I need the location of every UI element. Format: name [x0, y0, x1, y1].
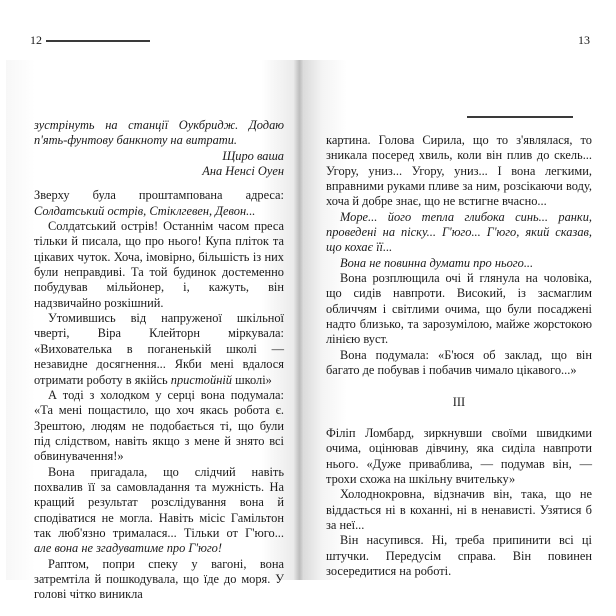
emphasis-text: але вона не згадуватиме про Г'юго! [34, 541, 222, 556]
signature-closing: Щиро ваша [222, 148, 284, 163]
section-heading: III [452, 394, 466, 409]
paragraph: Філіп Ломбард, зиркнувши своїми швидкими очима, оцінював дівчину, яка сиділа навпроти нього. «Дуже приваблива, — подумав він, — трохи схожа на шкільну вчительку» [326, 425, 592, 486]
paragraph: Раптом, попри спеку у вагоні, вона затремтіла й пошкодувала, що їде до моря. У голові чітко виникла [34, 556, 284, 602]
paragraph [34, 311, 284, 388]
emphasis-text: пристойній [170, 372, 232, 387]
address-text: Солдатський острів, Стіклгевен, Девон... [34, 203, 256, 218]
paragraph: Море... його тепла глибока синь... ранки, проведені на піску... Г'юго... Г'юго, який сказав, що кохає її... [326, 209, 592, 255]
paragraph-text: Зверху була проштампована адреса: [34, 188, 284, 203]
right-page-number: 13 [578, 33, 590, 47]
paragraph: Холоднокровна, відзначив він, така, що не віддасться ні в коханні, ні в ненависті. Узятися б за неї... [326, 487, 592, 532]
letter-text: зустрінуть на станції Оукбридж. Додаю п'ять- [34, 118, 284, 148]
paragraph [34, 188, 284, 219]
paragraph: Він насупився. Ні, треба припинити всі ці штучки. Передусім справа. Він повинен зосередитися на роботі. [326, 533, 592, 578]
paragraph: картина. Голова Сирила, що то з'являлася, то зникала посеред хвиль, коли він плив до скель... Угору, униз... Угору, униз... І вона легкими, вправними руками пливе за ним, розсікаючи воду, хоча й добре знає, що не встигне вчасно... [326, 133, 592, 209]
letter-line [34, 118, 284, 149]
paragraph-text: Утомившись від напруженої шкільної чверті, Віра Клейторн міркувала: «Вихователька в поганенькій школі — незавидне досягнення... Якби мені вдалося отримати роботу в якійсь [34, 311, 284, 387]
left-header-rule [46, 40, 150, 42]
paragraph: Вона подумала: «Б'юся об заклад, що він багато де побував і побачив чимало цікавого...» [326, 347, 592, 378]
left-page-text [34, 118, 284, 603]
letter-text-cont: фунтову банкноту на витрати. [67, 133, 238, 148]
paragraph-text: школі» [231, 372, 272, 387]
paragraph: Вона розплющила очі й глянула на чоловіка, що сидів навпроти. Високий, із засмаглим обличчям і світлими очима, що були посаджені надто близько, та зарозумілою, майже жорстокою лінією вуст. [326, 271, 592, 347]
paragraph: Вона не повинна думати про нього... [340, 255, 534, 270]
left-page-number: 12 [30, 33, 42, 47]
paragraph: А тоді з холодком у серці вона подумала: «Та мені пощастило, що хоч якась робота є. Зрештою, людям не подобається ті, що були під слідством, навіть якщо з мене й знято всі обвинувачення!» [34, 387, 284, 464]
signature-name: Ана Ненсі Оуен [202, 164, 284, 179]
paragraph: Солдатський острів! Останнім часом преса тільки й писала, що про нього! Купа пліток та цікавих чуток. Хоча, імовірно, більшість із них були неправдиві. Та той будинок достеменно побудував мільйонер, і, кажуть, він надзвичайно розкішний. [34, 219, 284, 310]
paragraph [34, 465, 284, 557]
right-page-text [326, 133, 592, 579]
right-header-rule [467, 116, 573, 118]
paragraph-text: Вона пригадала, що слідчий навіть похвалив її за самовладання та мужність. На кращий результат розслідування вона й сподіватися не могла. Навіть місіс Гамільтон так люб'язно трималася... Тільки от Г'юго... [34, 464, 284, 540]
